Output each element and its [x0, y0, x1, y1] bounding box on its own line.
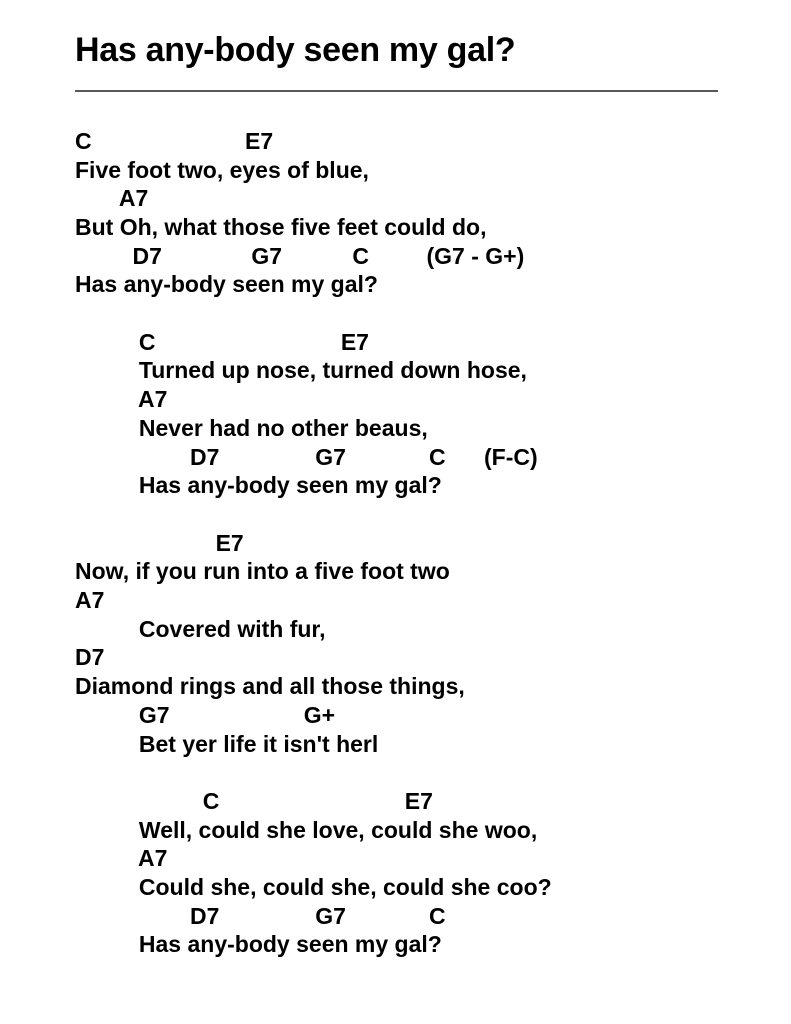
page-title: Has any-body seen my gal?	[75, 31, 516, 69]
chord-line: C E7	[75, 328, 369, 355]
lyric-line: Now, if you run into a five foot two	[75, 558, 450, 585]
chord-line: C E7	[75, 787, 433, 814]
chord-line: A7	[75, 587, 105, 614]
verse-4	[75, 787, 718, 959]
lyrics-block	[75, 127, 718, 959]
chord-line: C E7	[75, 127, 274, 154]
verse-2	[75, 328, 718, 500]
chord-line: A7	[75, 845, 168, 872]
title-divider	[75, 90, 718, 92]
chord-line: D7	[75, 644, 105, 671]
lyric-line: Could she, could she, could she coo?	[75, 874, 552, 901]
lyric-line: Five foot two, eyes of blue,	[75, 156, 369, 183]
chord-line: A7	[75, 386, 168, 413]
chord-line: D7 G7 C (F-C)	[75, 443, 538, 470]
chord-line: D7 G7 C	[75, 902, 446, 929]
lyric-line: Covered with fur,	[75, 615, 326, 642]
chord-line: D7 G7 C (G7 - G+)	[75, 242, 525, 269]
verse-3	[75, 529, 718, 759]
chord-line: A7	[75, 185, 149, 212]
lyric-line: But Oh, what those five feet could do,	[75, 213, 487, 240]
lyric-line: Has any-body seen my gal?	[75, 931, 442, 958]
lyric-line: Has any-body seen my gal?	[75, 271, 378, 298]
lyric-line: Never had no other beaus,	[75, 414, 428, 441]
lyric-line: Has any-body seen my gal?	[75, 472, 442, 499]
verse-1	[75, 127, 718, 299]
lyric-line: Turned up nose, turned down hose,	[75, 357, 527, 384]
chord-line: G7 G+	[75, 701, 336, 728]
chord-line: E7	[75, 529, 244, 556]
lyric-line: Well, could she love, could she woo,	[75, 816, 538, 843]
lyric-line: Diamond rings and all those things,	[75, 673, 465, 700]
lyric-line: Bet yer life it isn't herl	[75, 730, 379, 757]
